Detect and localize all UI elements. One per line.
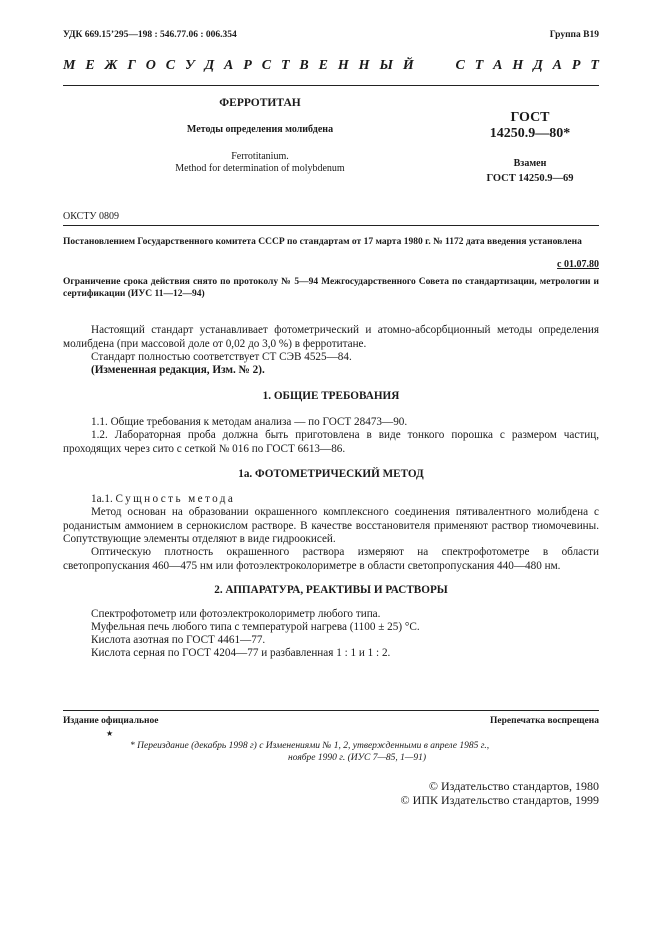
intro-paragraph: Настоящий стандарт устанавливает фотометрический и атомно-абсорбционный методы определения молибдена (при массовой доле от 0,02 до 3,0 %) в ферротитане.: [63, 324, 599, 350]
apparatus-item: Спектрофотометр или фотоэлектроколориметр любого типа.: [91, 608, 381, 620]
replaces-gost: ГОСТ 14250.9—69: [486, 173, 574, 184]
banner-letter: С: [261, 58, 272, 73]
banner-letter: Ы: [379, 58, 394, 73]
apparatus-item: Муфельная печь любого типа с температурой нагрева (1100 ± 25) °С.: [91, 621, 420, 633]
banner-letter: Д: [204, 58, 215, 73]
udk-code: УДК 669.15’295—198 : 546.77.06 : 006.354: [63, 30, 237, 40]
decree-text: Постановлением Государственного комитета СССР по стандартам от 17 марта 1980 г. № 1172 дата введения установлена: [63, 237, 582, 247]
apparatus-item: Кислота серная по ГОСТ 4204—77 и разбавленная 1 : 1 и 1 : 2.: [91, 647, 391, 659]
banner-letter: А: [552, 58, 562, 73]
banner-letter: У: [184, 58, 195, 73]
banner-letter: [424, 58, 430, 74]
section-1-title: 1. ОБЩИЕ ТРЕБОВАНИЯ: [262, 390, 400, 402]
gost-number: 14250.9—80*: [489, 126, 571, 141]
section-1-1: 1.1. Общие требования к методам анализа — по ГОСТ 28473—90.: [91, 416, 408, 428]
intro-change-note: (Измененная редакция, Изм. № 2).: [91, 364, 265, 376]
replaces-label: Взамен: [513, 158, 547, 169]
doc-subtitle-en: Method for determination of molybdenum: [175, 163, 345, 174]
banner-letter: Е: [85, 58, 95, 73]
copyright-1980: © Издательство стандартов, 1980: [428, 779, 599, 793]
method-principle: Метод основан на образовании окрашенного комплексного соединения пятивалентного молибдена с роданистым аммонием в сернокислом растворе. В качестве восстановителя применяют раствор тиомочевины. Сопутствующие элементы отделяют в виде гидроокисей.: [63, 506, 599, 546]
banner-rule: [63, 85, 599, 86]
standard-banner: [63, 58, 599, 74]
gost-label: ГОСТ: [510, 110, 550, 125]
banner-letter: Г: [127, 58, 136, 73]
banner-letter: Д: [533, 58, 543, 73]
reissue-note: * Переиздание (декабрь 1998 г) с Изменениями № 1, 2, утвержденными в апреле 1985 г.,: [130, 741, 490, 751]
group-code: Группа В19: [549, 30, 599, 40]
apparatus-item: Кислота азотная по ГОСТ 4461—77.: [91, 634, 266, 646]
banner-letter: С: [455, 58, 465, 73]
banner-letter: С: [165, 58, 176, 73]
copyright-1999: © ИПК Издательство стандартов, 1999: [400, 793, 599, 807]
banner-letter: А: [224, 58, 234, 73]
doc-subtitle: Методы определения молибдена: [186, 124, 334, 135]
footer-rule: [63, 710, 599, 711]
section-2-title: 2. АППАРАТУРА, РЕАКТИВЫ И РАСТВОРЫ: [214, 584, 448, 596]
star-icon: ★: [106, 729, 114, 738]
okstu-rule: [63, 225, 599, 226]
doc-title: ФЕРРОТИТАН: [219, 97, 301, 109]
banner-letter: В: [299, 58, 309, 73]
limit-text: Ограничение срока действия снято по протоколу № 5—94 Межгосударственного Совета по стандартизации, метрологии и сертификации (ИУС 11—12—94): [63, 277, 599, 299]
reissue-note-cont: ноябре 1990 г. (ИУС 7—85, 1—91): [288, 753, 427, 763]
banner-letter: Р: [243, 58, 252, 73]
section-1-2: 1.2. Лабораторная проба должна быть приготовлена в виде тонкого порошка с размером частиц, проходящих через сито с сеткой № 016 по ГОСТ 6613—86.: [63, 429, 599, 455]
banner-letter: Н: [358, 58, 370, 73]
banner-letter: Т: [280, 58, 290, 73]
section-1a-1-heading: [91, 493, 235, 507]
banner-letter: Т: [474, 58, 484, 73]
intro-compliance: Стандарт полностью соответствует СТ СЭВ 4525—84.: [91, 351, 352, 363]
method-optical-density: Оптическую плотность окрашенного раствора измеряют на спектрофотометре в области светопропускания 460—475 нм или фотоэлектроколориметре в области светопропускания 440—480 нм.: [63, 546, 599, 572]
reprint-prohibited: Перепечатка воспрещена: [489, 716, 599, 726]
doc-title-en: Ferrotitanium.: [231, 151, 289, 162]
banner-letter: Н: [512, 58, 524, 73]
banner-letter: Р: [571, 58, 581, 73]
section-1a-1-number: 1а.1.: [91, 493, 113, 505]
okstu-code: ОКСТУ 0809: [63, 211, 120, 222]
banner-letter: А: [493, 58, 503, 73]
section-1a-1-name: Сущность метода: [115, 493, 236, 505]
banner-letter: Ж: [104, 58, 118, 73]
introduction-date: с 01.07.80: [557, 259, 599, 270]
banner-letter: О: [145, 58, 156, 73]
banner-letter: [440, 58, 446, 74]
banner-letter: Е: [318, 58, 328, 73]
banner-letter: Й: [402, 58, 414, 73]
section-1a-title: 1а. ФОТОМЕТРИЧЕСКИЙ МЕТОД: [238, 468, 424, 480]
banner-letter: Н: [337, 58, 349, 73]
banner-letter: Т: [590, 58, 599, 73]
official-edition: Издание официальное: [63, 716, 159, 726]
banner-letter: М: [63, 58, 76, 73]
